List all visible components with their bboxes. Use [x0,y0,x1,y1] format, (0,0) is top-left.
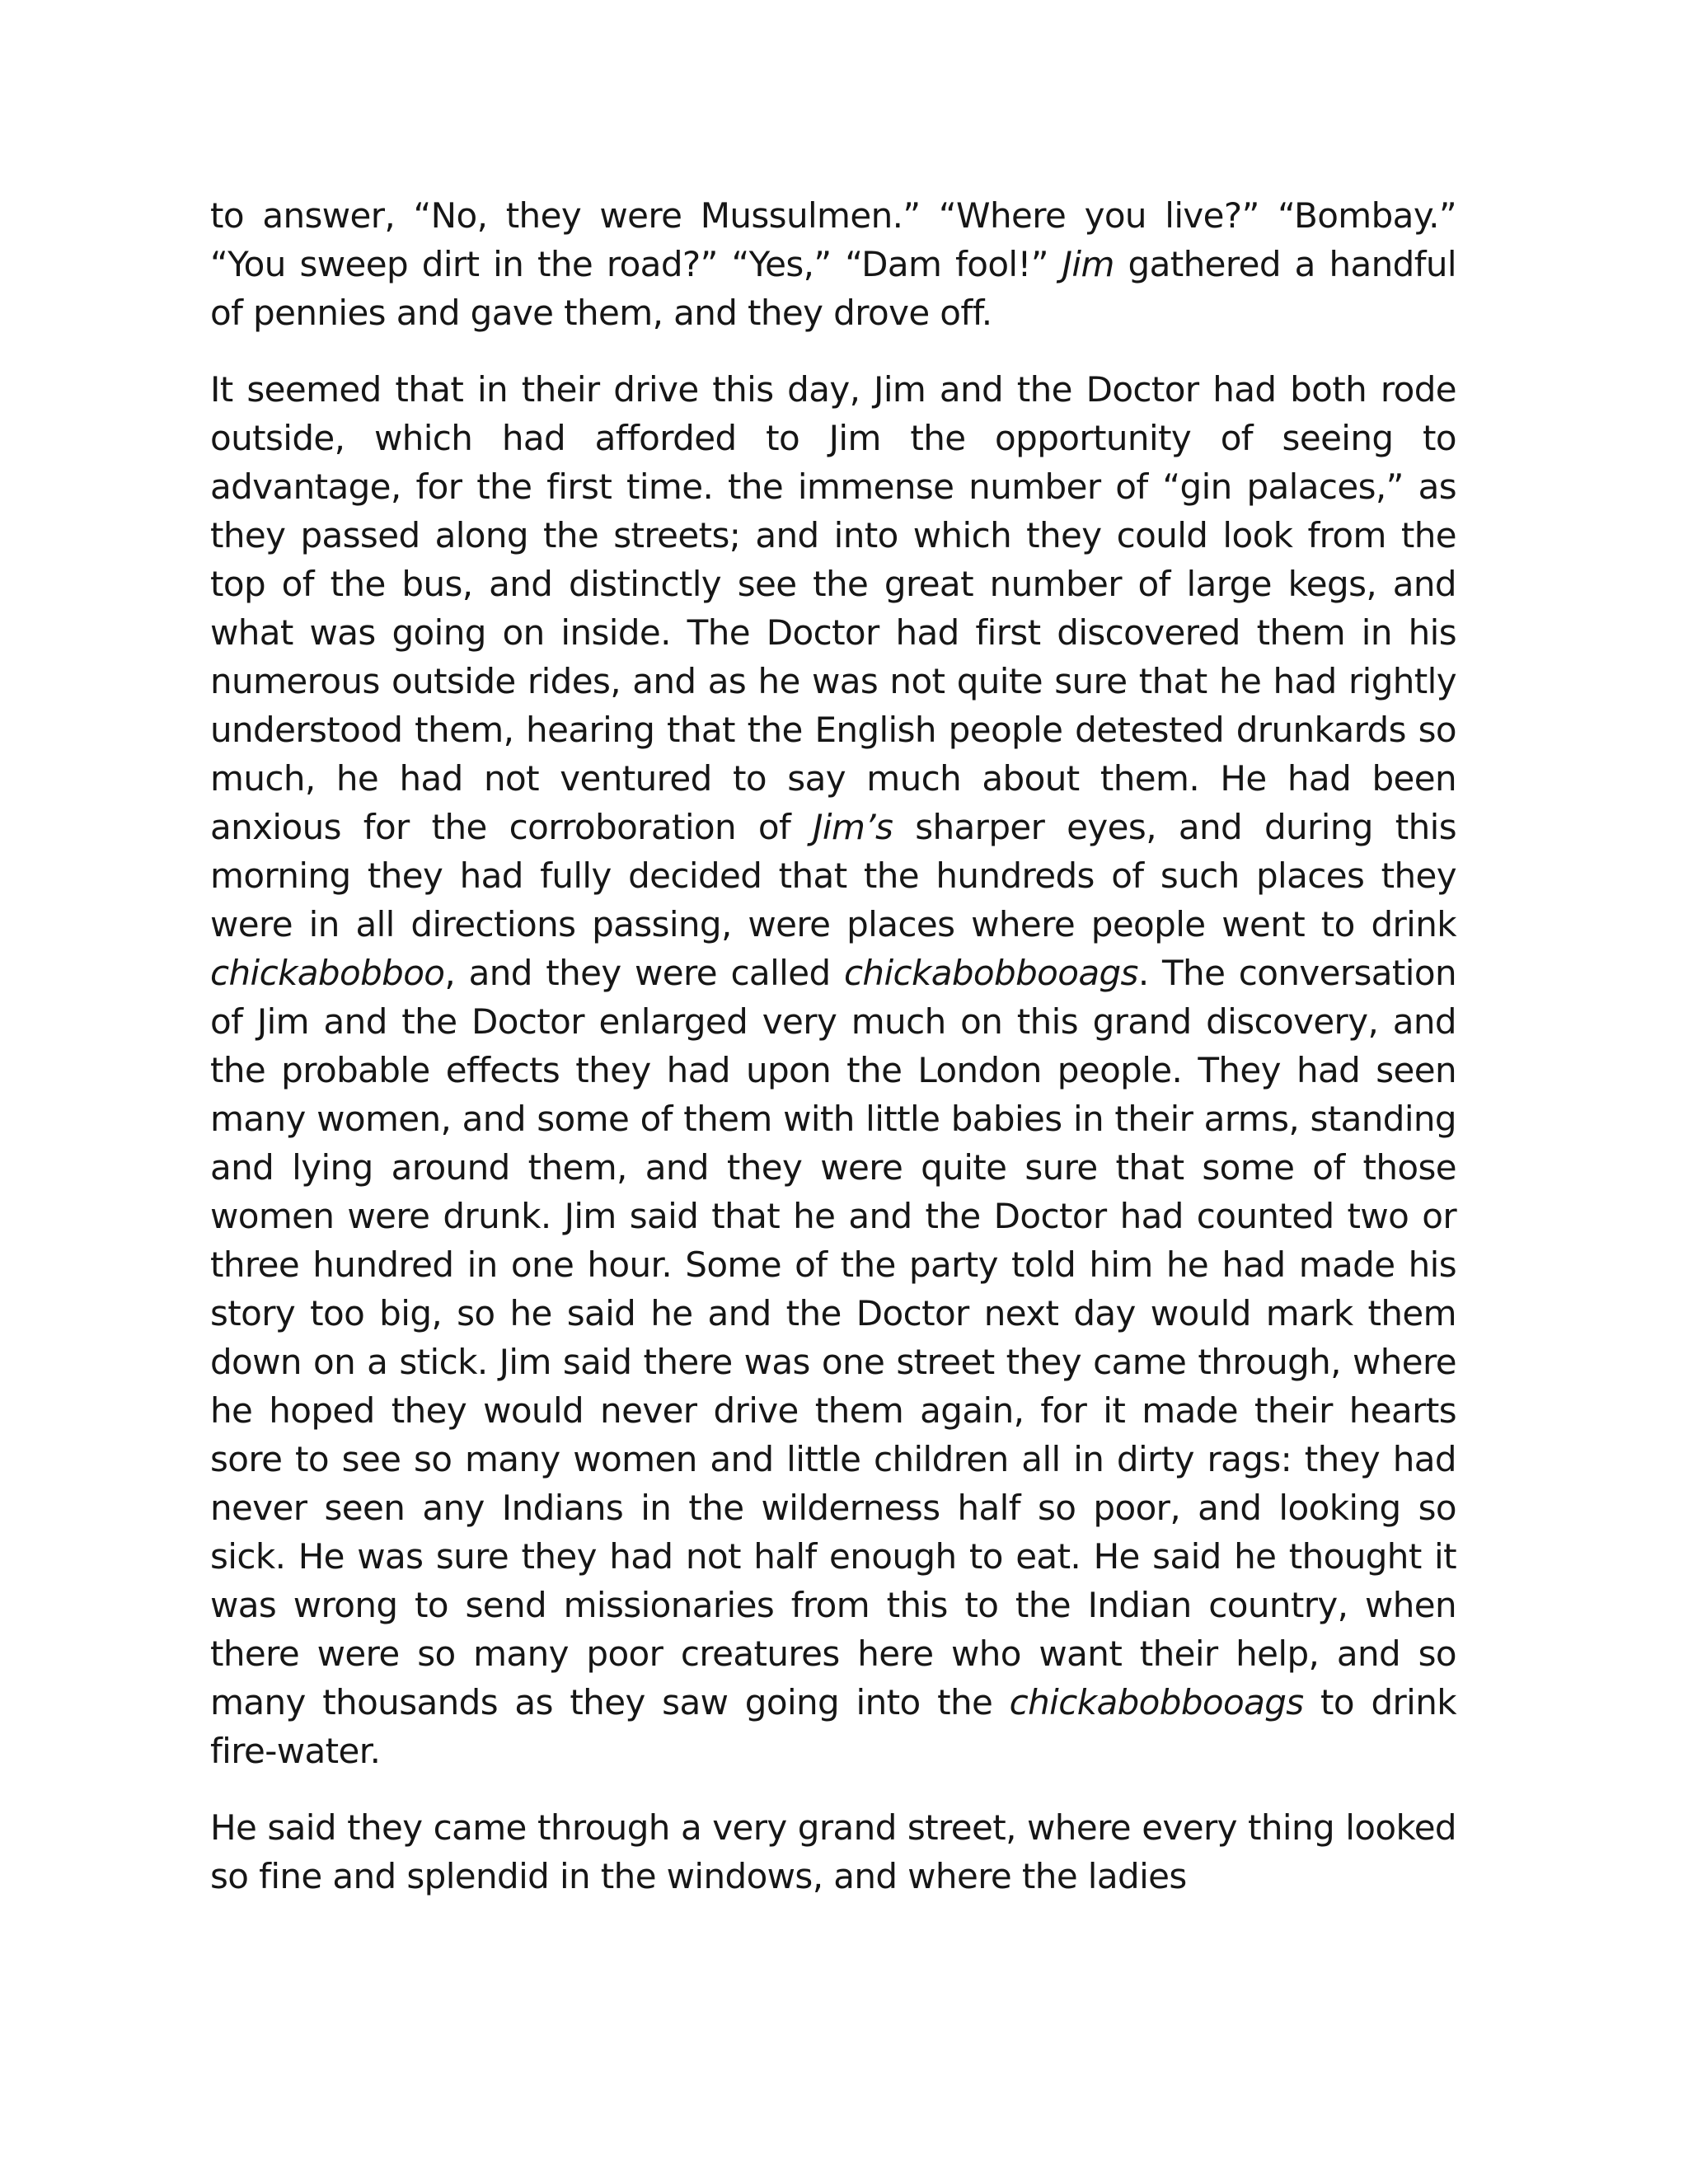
text-segment: to answer, “No, they were Mussulmen.” “Where you live?” “Bombay.” “You sweep dirt in the road?” “Yes,” “Dam fool!” [210,195,1456,284]
body-text [210,191,1456,1900]
text-segment: It seemed that in their drive this day, Jim and the Doctor had both rode outside, which had afforded to Jim the opportunity of seeing to advantage, for the first time. the immense number of “gin palaces,” as they passed along the streets; and into which they could look from the top of the bus, and distinctly see the great number of large kegs, and what was going on inside. The Doctor had first discovered them in his numerous outside rides, and as he was not quite sure that he had rightly understood them, hearing that the English people detested drunkards so much, he had not ventured to say much about them. He had been anxious for the corroboration of [210,369,1456,847]
italic-segment: chickabobbooags [843,953,1138,993]
text-segment: , and they were called [444,953,844,993]
italic-segment: Jim [1062,244,1114,284]
paragraph [210,365,1456,1775]
paragraph [210,191,1456,337]
italic-segment: chickabobboo [210,953,445,993]
text-segment: to drink fire-water. [210,1682,1456,1771]
text-segment: . The conversation of Jim and the Doctor enlarged very much on this grand discovery, and the probable effects they had upon the London people. They had seen many women, and some of them with little babies in their arms, standing and lying around them, and they were quite sure that some of those women were drunk. Jim said that he and the Doctor had counted two or three hundred in one hour. Some of the party told him he had made his story too big, so he said he and the Doctor next day would mark them down on a stick. Jim said there was one street they came through, where he hoped they would never drive them again, for it made their hearts sore to see so many women and little children all in dirty rags: they had never seen any Indians in the wilderness half so poor, and looking so sick. He was sure they had not half enough to eat. He said he thought it was wrong to send missionaries from this to the Indian country, when there were so many poor creatures here who want their help, and so many thousands as they saw going into the [210,953,1456,1722]
paragraph [210,1803,1456,1900]
text-segment: gathered a handful of pennies and gave them, and they drove off. [210,244,1456,333]
italic-segment: Jim’s [813,807,893,847]
italic-segment: chickabobbooags [1009,1682,1304,1722]
text-segment: He said they came through a very grand street, where every thing looked so fine and splendid in the windows, and where the ladies [210,1807,1456,1896]
text-segment: sharper eyes, and during this morning they had fully decided that the hundreds of such places they were in all directions passing, were places where people went to drink [210,807,1456,944]
